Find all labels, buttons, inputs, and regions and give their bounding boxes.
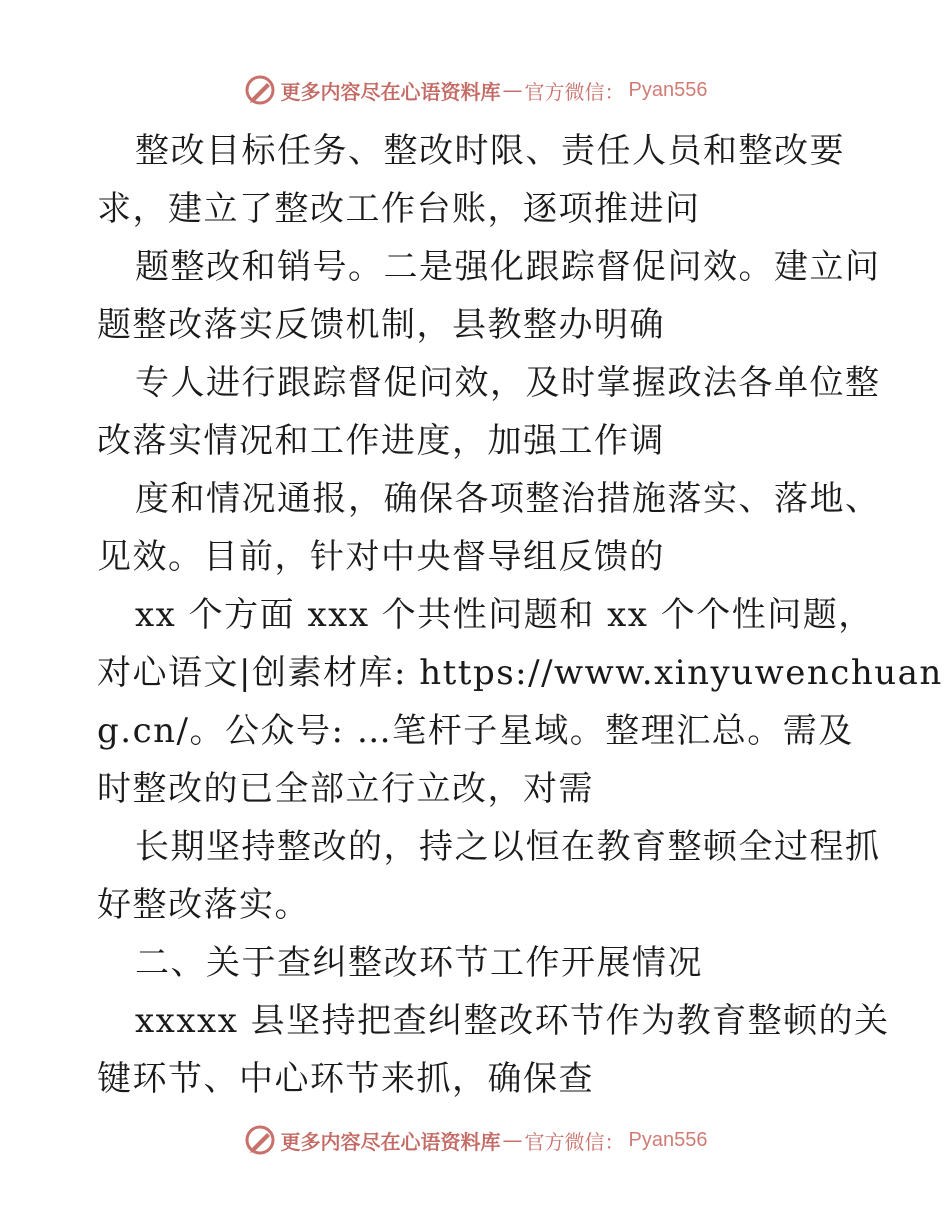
document-body: [97, 122, 943, 1108]
text-line: 整改目标任务、整改时限、责任人员和整改要: [135, 131, 845, 171]
text-line: g.cn/。公众号: …笔杆子星域。整理汇总。需及: [97, 711, 854, 751]
text-line: 长期坚持整改的，持之以恒在教育整顿全过程抓: [135, 827, 881, 867]
watermark-brand: 更多内容尽在心语资料库: [280, 1129, 501, 1154]
text-line: xxxxx 县坚持把查纠整改环节作为教育整顿的关: [135, 1001, 890, 1041]
text-line: 键环节、中心环节来抓，确保查: [97, 1059, 594, 1099]
text-line: 题整改和销号。二是强化跟踪督促问效。建立问: [135, 247, 881, 287]
pen-logo-icon: [243, 73, 277, 107]
text-line: 求，建立了整改工作台账，逐项推进问: [97, 189, 701, 229]
watermark-account: Pyan556: [628, 1128, 708, 1151]
watermark-brand: 更多内容尽在心语资料库: [280, 79, 501, 104]
text-line: 时整改的已全部立行立改，对需: [97, 769, 594, 809]
text-line: 见效。目前，针对中央督导组反馈的: [97, 537, 665, 577]
watermark-separator: —: [502, 1128, 523, 1152]
watermark-wechat-label: 官方微信：: [524, 1129, 625, 1154]
section-heading: 二、关于查纠整改环节工作开展情况: [135, 943, 703, 983]
text-line: 题整改落实反馈机制，县教整办明确: [97, 305, 665, 345]
text-line: 对心语文|创素材库: https://www.xinyuwenchuan: [97, 653, 943, 693]
text-line: 度和情况通报，确保各项整治措施落实、落地、: [135, 479, 881, 519]
pen-logo-icon: [243, 1123, 277, 1157]
watermark-separator: —: [502, 78, 523, 102]
text-line: 改落实情况和工作进度，加强工作调: [97, 421, 665, 461]
watermark-wechat-label: 官方微信：: [524, 79, 625, 104]
text-line: 专人进行跟踪督促问效，及时掌握政法各单位整: [135, 363, 881, 403]
text-line: 好整改落实。: [97, 885, 310, 925]
text-line: xx 个方面 xxx 个共性问题和 xx 个个性问题，: [135, 595, 874, 635]
watermark-account: Pyan556: [628, 78, 708, 101]
watermark-footer: [0, 1120, 950, 1160]
watermark-header: [0, 70, 950, 110]
